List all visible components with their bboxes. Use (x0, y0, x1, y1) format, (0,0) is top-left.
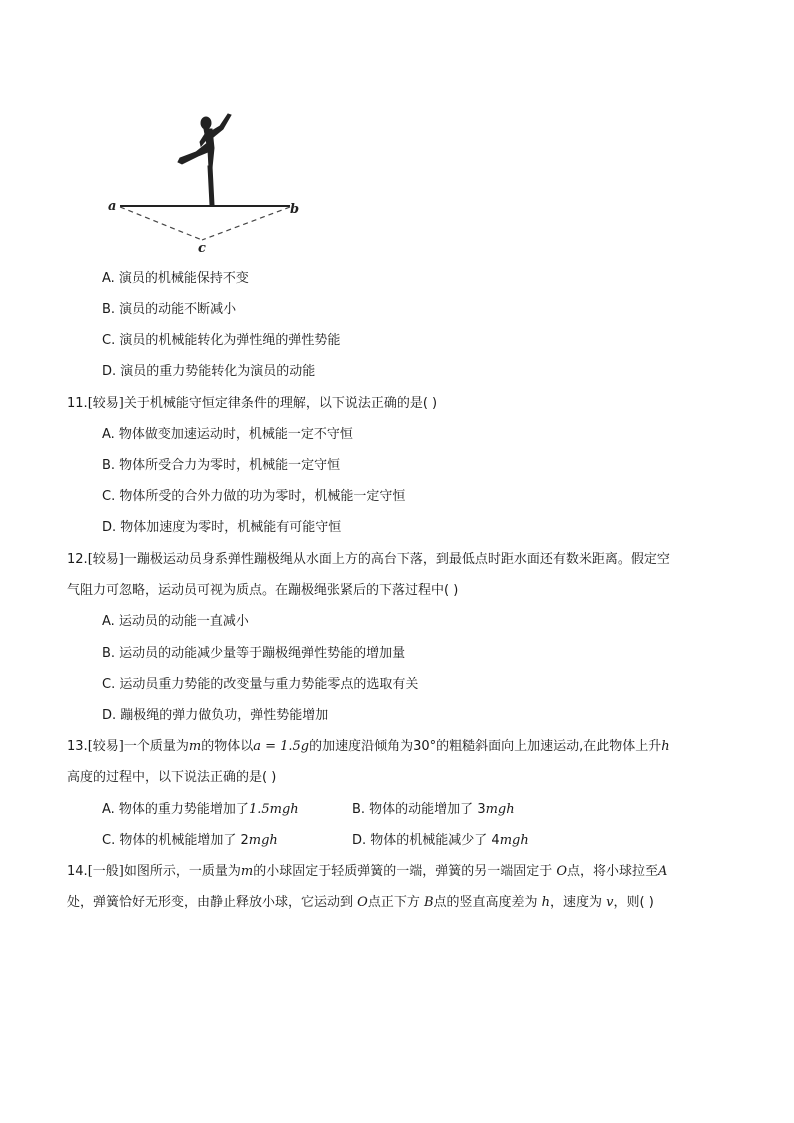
q14-text-6: 点的竖直高度差为 (433, 895, 542, 910)
q13-option-a-text: A. 物体的重力势能增加了 (102, 802, 249, 817)
q11-number: 11. (67, 396, 88, 411)
q14-stem-line2 (67, 894, 654, 912)
q14-text-1: 如图所示，一质量为 (123, 864, 241, 879)
q14-text-8: ，则( ) (613, 895, 654, 910)
q14-point-b: B (423, 895, 434, 910)
q13-stem-line2: 高度的过程中，以下说法正确的是( ) (67, 770, 277, 785)
q12-option-c: C. 运动员重力势能的改变量与重力势能零点的选取有关 (102, 677, 419, 692)
q13-option-b-value: mgh (485, 802, 515, 817)
q13-option-b (352, 801, 515, 819)
q12-option-b: B. 运动员的动能减少量等于蹦极绳弹性势能的增加量 (102, 646, 406, 661)
q13-height-symbol: h (661, 739, 670, 754)
q14-text-4: 处，弹簧恰好无形变，由静止释放小球，它运动到 (67, 895, 358, 910)
performer-silhouette (178, 114, 231, 205)
label-a: a (108, 199, 117, 214)
q13-text-a: 一个质量为 (123, 739, 189, 754)
q11-option-a: A. 物体做变加速运动时，机械能一定不守恒 (102, 427, 353, 442)
q13-option-d-text: D. 物体的机械能减少了 4 (352, 833, 500, 848)
q13-option-c (102, 832, 278, 850)
q14-stem-line1 (67, 863, 667, 881)
q13-text-c: 的加速度沿倾角为30°的粗糙斜面向上加速运动,在此物体上升 (309, 739, 662, 754)
q13-option-b-text: B. 物体的动能增加了 3 (352, 802, 486, 817)
q12-stem-line2: 气阻力可忽略，运动员可视为质点。在蹦极绳张紧后的下落过程中( ) (67, 583, 459, 598)
q13-option-d-value: mgh (499, 833, 529, 848)
label-c: c (198, 241, 206, 256)
q13-text-b: 的物体以 (201, 739, 254, 754)
q10-option-b: B. 演员的动能不断减小 (102, 302, 237, 317)
q14-speed-symbol: v (606, 895, 614, 910)
q11-stem (67, 395, 437, 413)
q14-text-3: 点，将小球拉至 (567, 864, 659, 879)
q14-text-7: ，速度为 (550, 895, 607, 910)
q12-stem-line1 (67, 551, 670, 569)
q11-option-d: D. 物体加速度为零时，机械能有可能守恒 (102, 520, 342, 535)
q14-point-a: A (658, 864, 668, 879)
q13-level: [较易] (87, 739, 124, 754)
q13-number: 13. (67, 739, 88, 754)
q14-number: 14. (67, 864, 88, 879)
q14-text-2: 的小球固定于轻质弹簧的一端，弹簧的另一端固定于 (253, 864, 557, 879)
figure-svg (100, 108, 310, 258)
q11-option-c: C. 物体所受的合外力做的功为零时，机械能一定守恒 (102, 489, 406, 504)
q10-option-a: A. 演员的机械能保持不变 (102, 271, 249, 286)
q13-option-a-value: 1.5mgh (248, 802, 299, 817)
q12-number: 12. (67, 552, 88, 567)
q13-accel: a = 1.5g (253, 739, 310, 754)
label-b: b (290, 202, 300, 217)
q14-mass-symbol: m (240, 864, 254, 879)
q10-option-c: C. 演员的机械能转化为弹性绳的弹性势能 (102, 333, 341, 348)
q11-level: [较易] (87, 396, 124, 411)
q14-point-o: O (556, 864, 567, 879)
q12-text1: 一蹦极运动员身系弹性蹦极绳从水面上方的高台下落，到最低点时距水面还有数米距离。假定空 (123, 552, 670, 567)
q13-option-c-text: C. 物体的机械能增加了 2 (102, 833, 249, 848)
q13-option-c-value: mgh (248, 833, 278, 848)
q13-mass-symbol: m (188, 739, 202, 754)
q13-option-d (352, 832, 529, 850)
q14-point-o-2: O (357, 895, 368, 910)
q13-stem-line1 (67, 738, 670, 756)
q12-option-a: A. 运动员的动能一直减小 (102, 614, 249, 629)
q14-level: [一般] (87, 864, 124, 879)
q14-height-symbol: h (541, 895, 551, 910)
dashed-ac (120, 207, 202, 240)
q12-option-d: D. 蹦极绳的弹力做负功，弹性势能增加 (102, 708, 329, 723)
bungee-figure (100, 108, 310, 258)
dashed-bc (202, 207, 290, 240)
q13-option-a (102, 801, 299, 819)
q11-option-b: B. 物体所受合力为零时，机械能一定守恒 (102, 458, 341, 473)
q10-option-d: D. 演员的重力势能转化为演员的动能 (102, 364, 316, 379)
q14-text-5: 点正下方 (367, 895, 424, 910)
q12-level: [较易] (87, 552, 124, 567)
q11-text: 关于机械能守恒定律条件的理解，以下说法正确的是( ) (123, 396, 438, 411)
